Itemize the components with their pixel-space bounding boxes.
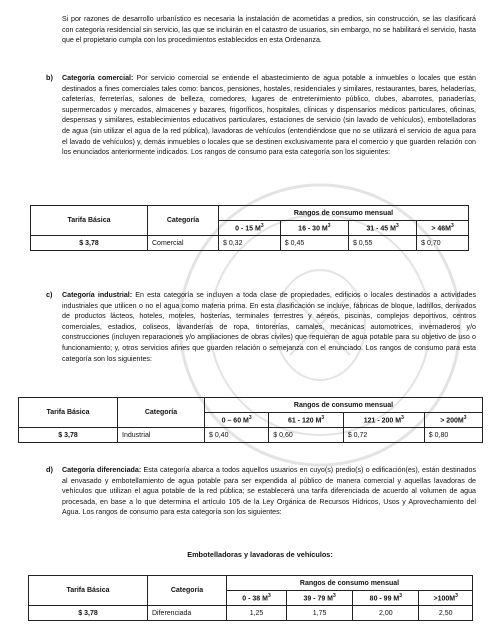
range-cell: 16 - 30 $M^3$	[280, 221, 348, 236]
header-rangos-consumo: Rangos de consumo mensual	[227, 576, 473, 591]
commercial-rates-table	[30, 205, 469, 251]
range-cell: 0 – 60 $M^3$	[205, 413, 269, 428]
range-cell: $>100M^3$	[419, 591, 473, 606]
section-d-subheading: Embotelladoras y lavadoras de vehículos:	[187, 550, 333, 559]
table-header-row	[19, 398, 483, 413]
header-tarifa-basica: Tarifa Básica	[19, 398, 118, 428]
header-rangos-consumo: Rangos de consumo mensual	[205, 398, 483, 413]
value-cell: 1,75	[287, 606, 353, 621]
tarifa-cell: $ 3,78	[29, 606, 148, 621]
range-cell: 121 - 200 $M^3$	[343, 413, 424, 428]
tarifa-cell: $ 3,78	[19, 428, 118, 443]
table-row	[29, 606, 473, 621]
categoria-cell: Comercial	[148, 236, 219, 251]
range-cell: 39 - 79 $M^3$	[287, 591, 353, 606]
section-b-letter: b)	[46, 73, 53, 82]
header-categoria: Categoría	[118, 398, 205, 428]
header-tarifa-basica: Tarifa Básica	[29, 576, 148, 606]
value-cell: $ 0,55	[348, 236, 416, 251]
value-cell: 1,25	[227, 606, 287, 621]
differentiated-rates-table	[28, 575, 473, 621]
value-cell: $ 0,32	[219, 236, 281, 251]
section-c-letter: c)	[46, 290, 53, 299]
range-cell: 0 - 38 $M^3$	[227, 591, 287, 606]
table-row	[31, 236, 469, 251]
section-b-title: Categoría comercial:	[62, 74, 134, 82]
range-cell: 31 - 45 $M^3$	[348, 221, 416, 236]
value-cell: $ 0,72	[343, 428, 424, 443]
value-cell: $ 0,45	[280, 236, 348, 251]
header-categoria: Categoría	[148, 576, 227, 606]
section-b-body: Por servicio comercial se entiende el abastecimiento de agua potable a inmuebles o locales que están destinados a fines comerciales tales como: bancos, pensiones, hostales, residenciales y similares, restaurantes, bares, heladerías, cafeterías, ferreterías, salones de belleza, comedores, lugares de entretenimiento público, clubes, abarrotes, panaderías, supermercados y mercados, almacenes y bazares, frigoríficos, hospitales, clínicas y dispensarios médicos particulares, oficinas, despensas y similares, establecimientos educativos particulares, estaciones de servicio (sin lavado de vehículos), embotelladoras de agua (sin utilizar el agua de la red pública), lavadoras de vehículos (entendiéndose que no se utilizará el servicio de agua para el lavado de vehículos) y, demás inmuebles o locales que se destinen exclusivamente para el comercio y que guarden relación con los enunciados anteriormente indicados. Los rangos de consumo para esta categoría son los siguientes:	[62, 74, 476, 157]
value-cell: 2,50	[419, 606, 473, 621]
section-c-paragraph	[62, 290, 476, 364]
value-cell: 2,00	[353, 606, 419, 621]
industrial-rates-table	[18, 397, 483, 443]
header-categoria: Categoría	[148, 206, 219, 236]
value-cell: $ 0,40	[205, 428, 269, 443]
table-header-row	[29, 576, 473, 591]
categoria-cell: Diferenciada	[148, 606, 227, 621]
section-b-paragraph	[62, 73, 476, 158]
value-cell: $ 0,60	[269, 428, 344, 443]
range-cell: > $46M^3$	[417, 221, 469, 236]
range-cell: 80 - 99 $M^3$	[353, 591, 419, 606]
range-cell: 61 - 120 $M^3$	[269, 413, 344, 428]
categoria-cell: Industrial	[118, 428, 205, 443]
section-d-letter: d)	[46, 465, 53, 474]
section-d-paragraph	[62, 465, 476, 518]
value-cell: $ 0,80	[424, 428, 482, 443]
intro-paragraph: Si por razones de desarrollo urbanístico es necesaria la instalación de acometidas a predios, sin construcción, se las clasificará con categoría residencial sin servicio, las que se incluirán en el catastro de usuarios, sin embargo, no se habilitará el servicio, hasta que el propietario cumpla con los procedimientos establecidos en esta Ordenanza.	[62, 15, 476, 45]
range-cell: > $200M^3$	[424, 413, 482, 428]
header-tarifa-basica: Tarifa Básica	[31, 206, 148, 236]
value-cell: $ 0,70	[417, 236, 469, 251]
tarifa-cell: $ 3,78	[31, 236, 148, 251]
table-header-row	[31, 206, 469, 221]
range-cell: 0 - 15 $M^3$	[219, 221, 281, 236]
header-rangos-consumo: Rangos de consumo mensual	[219, 206, 469, 221]
table-row	[19, 428, 483, 443]
section-d-body: Esta categoría abarca a todos aquellos usuarios en cuyo(s) predio(s) o edificación(es), están destinados al envasado y embotellamiento de agua potable para ser expendida al público de manera comercial y aquellas lavadoras de vehículos que utilizan el agua potable de la red pública; se establecerá una tarifa diferenciada de acuerdo al volumen de agua procesada, en base a lo que determina el artículo 105 de la Ley Orgánica de Recursos Hídricos, Usos y Aprovechamiento del Agua. Los rangos de consumo para esta categoría son los siguientes:	[62, 466, 476, 517]
section-d-title: Categoría diferenciada:	[62, 466, 142, 474]
section-c-title: Categoría industrial:	[62, 291, 133, 299]
section-c-body: En esta categoría se incluyen a toda clase de propiedades, edificios o locales destinados a actividades industriales que utilicen o no el agua como materia prima. En esta clasificación se incluye, fábricas de bloque, ladrillos, derivados de productos lácteos, hoteles, moteles, hosterías, terminales terrestres y aéreos, piscinas, complejos deportivos, centros comerciales, estadios, coliseos, lavanderías de ropa, tintorerías, camales, mecánicas automotrices, invernaderos y/o construcciones (incluyen reparaciones y/o ampliaciones de obras civiles) que requieran de agua potable para su objetivo de uso o funcionamiento; y, otros servicios afines que guarden relación o semejanza con el enunciado. Los rangos de consumo para esta categoría son los siguientes:	[62, 291, 476, 363]
